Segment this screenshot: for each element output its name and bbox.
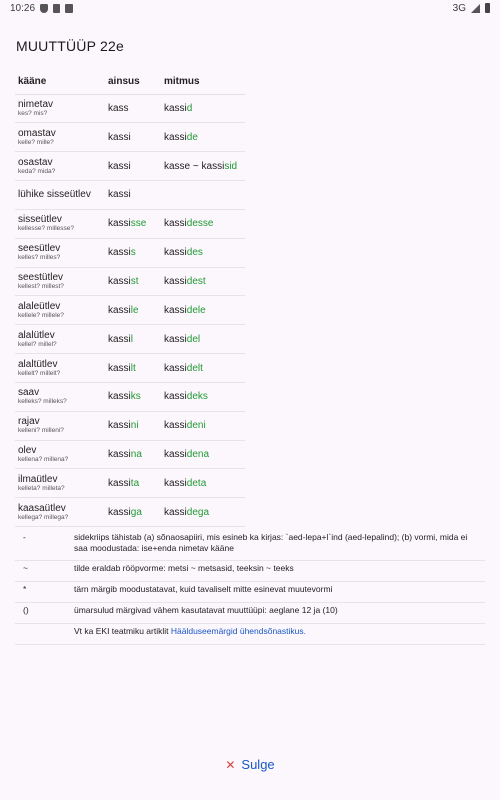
word-stem: kassi [108, 275, 131, 287]
word-stem: kassi [108, 189, 131, 201]
table-row [15, 498, 245, 527]
plural-form [161, 354, 245, 383]
word-ending: l [130, 333, 134, 345]
word-ending: deks [186, 391, 208, 403]
word-stem: kassi [108, 160, 131, 172]
notification-icon [65, 4, 73, 13]
case-question: kes? mis? [18, 109, 48, 117]
case-cell [15, 267, 105, 296]
case-name: seesütlev [18, 243, 61, 255]
battery-icon [485, 3, 490, 13]
singular-form [105, 469, 161, 498]
table-row [15, 94, 245, 123]
case-name: nimetav [18, 98, 54, 110]
plural-form [161, 123, 245, 152]
word-ending: ta [130, 477, 140, 489]
word-stem: kassi [108, 304, 131, 316]
close-label: Sulge [241, 757, 275, 772]
plural-form [161, 382, 245, 411]
case-cell [15, 181, 105, 210]
word-stem: kassi [108, 391, 131, 403]
case-question: kellesse? millesse? [18, 225, 74, 233]
header-singular: ainsus [105, 70, 161, 94]
singular-form [105, 411, 161, 440]
network-type: 3G [452, 2, 466, 14]
singular-form [105, 382, 161, 411]
word-stem: kassi [164, 131, 187, 143]
legend-text: tärn märgib moodustatavat, kuid tavaliselt mitte esinevat muutevormi [70, 581, 485, 602]
word-stem: kassi [108, 420, 131, 432]
table-row [15, 123, 245, 152]
plural-form [161, 440, 245, 469]
word-ending: dest [186, 275, 206, 287]
case-cell [15, 238, 105, 267]
case-name: kaasaütlev [18, 502, 66, 514]
case-name: ilmaütlev [18, 473, 58, 485]
word-stem: kassi [108, 477, 131, 489]
table-row [15, 325, 245, 354]
singular-form [105, 123, 161, 152]
word-stem: kassi [164, 102, 187, 114]
word-stem: kassi [164, 420, 187, 432]
signal-icon [471, 4, 480, 13]
word-ending: desse [186, 218, 214, 230]
word-stem: kassi [164, 391, 187, 403]
plural-form [161, 238, 245, 267]
singular-form [105, 296, 161, 325]
case-name: seestütlev [18, 271, 64, 283]
word-stem: kassi [164, 304, 187, 316]
singular-form [105, 152, 161, 181]
word-stem: kassi [108, 218, 131, 230]
see-also-text: Vt ka EKI teatmiku artiklit [74, 625, 169, 636]
word-ending: ks [130, 391, 141, 403]
word-stem: kassi [164, 218, 187, 230]
close-button[interactable] [0, 757, 500, 772]
legend-text: ümarsulud märgivad vähem kasutatavat muuttüüpi: aeglane 12 ja (10) [70, 602, 485, 623]
case-question: kellelt? millelt? [18, 369, 61, 377]
word-ending: des [186, 247, 203, 259]
table-row [15, 209, 245, 238]
plural-form [161, 94, 245, 123]
singular-form [105, 325, 161, 354]
plural-form [161, 152, 245, 181]
legend-row [15, 602, 485, 623]
legend-row [15, 560, 485, 581]
case-question: kellele? millele? [18, 311, 64, 319]
legend-see-also [70, 623, 485, 644]
word-stem: kassi [108, 362, 131, 374]
case-name: sisseütlev [18, 214, 62, 226]
legend-row [15, 581, 485, 602]
case-cell [15, 94, 105, 123]
word-stem: kassi [164, 449, 187, 461]
case-question: kelleks? milleks? [18, 398, 67, 406]
case-question: kellest? millest? [18, 282, 64, 290]
word-ending: ni [130, 420, 139, 432]
header-plural: mitmus [161, 70, 245, 94]
word-stem: kassi [164, 362, 187, 374]
plural-form [161, 267, 245, 296]
see-also-link[interactable]: Häälduseemärgid ühendsõnastikus. [170, 625, 307, 636]
case-question: kellega? millega? [18, 513, 69, 521]
singular-form [105, 181, 161, 210]
case-cell [15, 296, 105, 325]
singular-form [105, 238, 161, 267]
table-row [15, 296, 245, 325]
case-question: keda? mida? [18, 167, 56, 175]
table-row [15, 469, 245, 498]
table-row [15, 238, 245, 267]
legend-row [15, 623, 485, 644]
word-ending: sse [130, 218, 147, 230]
table-row [15, 440, 245, 469]
legend-table [15, 530, 485, 645]
word-ending: dega [186, 506, 210, 518]
case-name: alalütlev [18, 329, 55, 341]
word-ending: st [130, 275, 139, 287]
case-name: rajav [18, 416, 40, 428]
word-ending: ga [130, 506, 142, 518]
plural-form [161, 181, 245, 210]
word-ending: sid [224, 160, 238, 172]
singular-form [105, 354, 161, 383]
declension-table [15, 70, 245, 527]
word-stem: kassi [164, 333, 187, 345]
word-stem: kassi [108, 131, 131, 143]
word-ending: d [186, 102, 193, 114]
legend-text: tilde eraldab rööpvorme: metsi ~ metsasid, teeksin ~ teeks [70, 560, 485, 581]
plural-form [161, 469, 245, 498]
shield-icon [40, 4, 48, 13]
legend-symbol: - [15, 530, 70, 560]
case-cell [15, 440, 105, 469]
case-question: kelleta? milleta? [18, 484, 65, 492]
singular-form [105, 267, 161, 296]
case-name: saav [18, 387, 40, 399]
singular-form [105, 440, 161, 469]
singular-form [105, 94, 161, 123]
singular-form [105, 209, 161, 238]
word-ending: lt [130, 362, 136, 374]
case-question: kelle? mille? [18, 138, 54, 146]
plural-form [161, 411, 245, 440]
word-stem: kassi [164, 275, 187, 287]
legend-text: sidekriips tähistab (a) sõnaosapiiri, mis esineb ka kirjas: `aed-lepa+l`ind (aed-lepalind); (b) vormi, mida ei saa moodustada: ise+enda nimetav kääne [70, 530, 485, 560]
word-stem: kassi [108, 333, 131, 345]
word-ending: deta [186, 477, 207, 489]
word-stem: kassi [108, 247, 131, 259]
case-cell [15, 209, 105, 238]
word-ending: del [186, 333, 201, 345]
legend-symbol [15, 623, 70, 644]
case-cell [15, 411, 105, 440]
word-stem: kass [108, 102, 129, 114]
case-cell [15, 382, 105, 411]
case-name: lühike sisseütlev [18, 189, 91, 201]
word-ending: na [130, 449, 142, 461]
case-name: omastav [18, 127, 56, 139]
case-cell [15, 123, 105, 152]
sim-card-icon [53, 4, 60, 13]
close-icon: ✕ [225, 757, 236, 772]
status-bar [0, 0, 500, 16]
page-title: MUUTTÜÜP 22e [16, 38, 124, 54]
word-ending: s [130, 247, 136, 259]
word-stem: kasse ~ kassi [164, 160, 225, 172]
word-ending: dele [186, 304, 206, 316]
case-cell [15, 469, 105, 498]
case-cell [15, 354, 105, 383]
word-stem: kassi [108, 506, 131, 518]
word-stem: kassi [108, 449, 131, 461]
word-stem: kassi [164, 506, 187, 518]
status-time: 10:26 [10, 2, 36, 14]
singular-form [105, 498, 161, 527]
case-cell [15, 152, 105, 181]
plural-form [161, 498, 245, 527]
case-cell [15, 498, 105, 527]
legend-symbol: () [15, 602, 70, 623]
case-cell [15, 325, 105, 354]
case-name: osastav [18, 156, 53, 168]
word-stem: kassi [164, 247, 187, 259]
plural-form [161, 296, 245, 325]
case-name: alaleütlev [18, 300, 61, 312]
word-ending: le [130, 304, 139, 316]
table-row [15, 181, 245, 210]
word-ending: deni [186, 420, 206, 432]
case-name: olev [18, 445, 37, 457]
header-case: kääne [15, 70, 105, 94]
table-row [15, 354, 245, 383]
table-row [15, 411, 245, 440]
table-header-row [15, 70, 245, 94]
case-question: kellel? millel? [18, 340, 57, 348]
word-ending: dena [186, 449, 210, 461]
case-question: kelleni? milleni? [18, 427, 64, 435]
plural-form [161, 209, 245, 238]
legend-symbol: ~ [15, 560, 70, 581]
table-row [15, 382, 245, 411]
legend-symbol: * [15, 581, 70, 602]
case-question: kellena? millena? [18, 456, 69, 464]
table-row [15, 152, 245, 181]
word-ending: de [186, 131, 198, 143]
plural-form [161, 325, 245, 354]
word-ending: delt [186, 362, 203, 374]
case-name: alaltütlev [18, 358, 58, 370]
case-question: kelles? milles? [18, 254, 61, 262]
word-stem: kassi [164, 477, 187, 489]
table-row [15, 267, 245, 296]
legend-row [15, 530, 485, 560]
